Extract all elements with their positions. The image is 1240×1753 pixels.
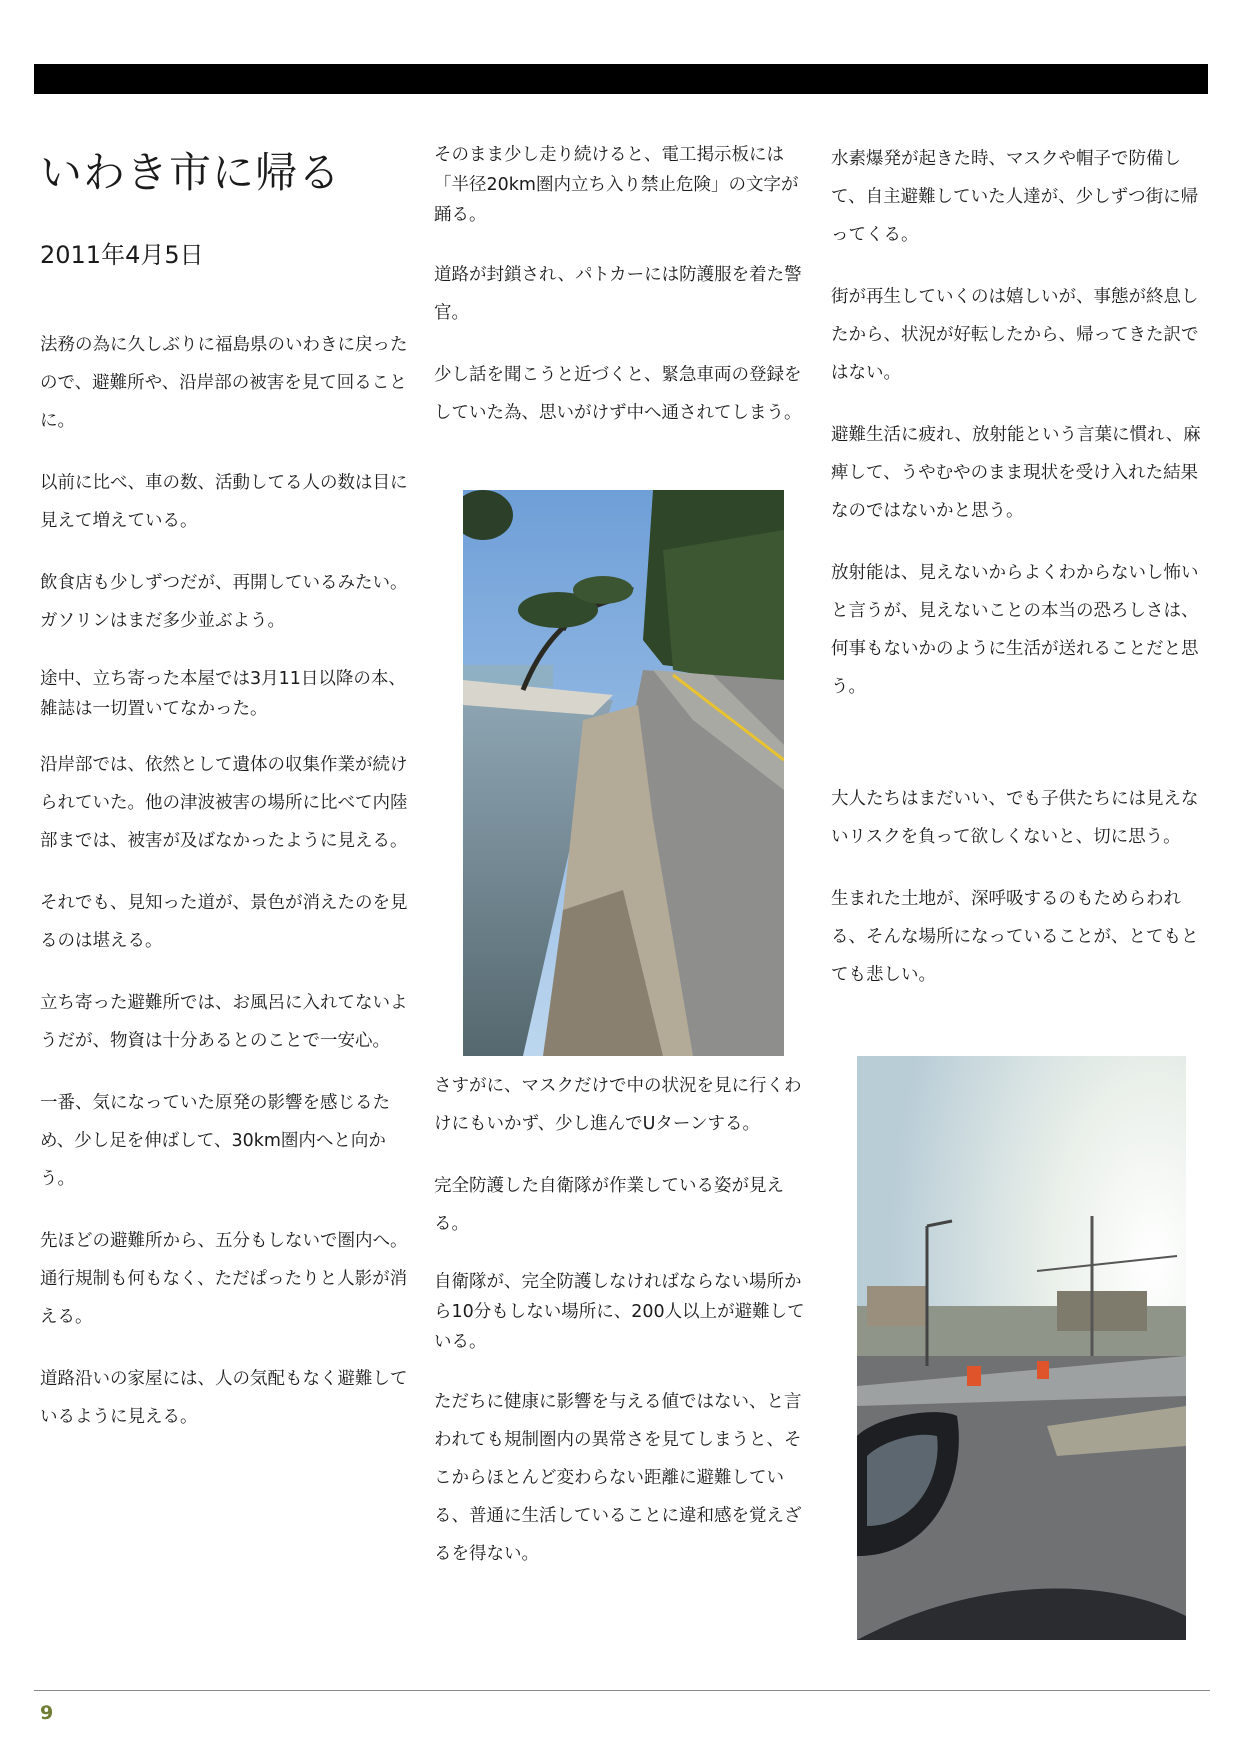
deserted-intersection-photo <box>857 1056 1186 1640</box>
paragraph: 途中、立ち寄った本屋では3月11日以降の本、雑誌は一切置いてなかった。 <box>40 669 406 719</box>
paragraph: 法務の為に久しぶりに福島県のいわきに戻ったので、避難所や、沿岸部の被害を見て回ることに。 <box>40 335 408 431</box>
paragraph: 以前に比べ、車の数、活動してる人の数は目に見えて増えている。 <box>40 473 408 531</box>
paragraph: 沿岸部では、依然として遺体の収集作業が続けられていた。他の津波被害の場所に比べて内陸部までは、被害が及ばなかったように見える。 <box>40 755 408 851</box>
paragraph: 街が再生していくのは嬉しいが、事態が終息したから、状況が好転したから、帰ってきた訳ではない。 <box>831 287 1199 383</box>
paragraph: そのまま少し走り続けると、電工掲示板には「半径20km圏内立ち入り禁止危険」の文字が踊る。 <box>434 145 799 225</box>
damaged-coastal-road-photo <box>463 490 784 1056</box>
paragraph: 先ほどの避難所から、五分もしないで圏内へ。通行規制も何もなく、ただぱったりと人影が消える。 <box>40 1231 408 1327</box>
paragraph: 飲食店も少しずつだが、再開しているみたい。ガソリンはまだ多少並ぶよう。 <box>40 573 408 631</box>
paragraph: 少し話を聞こうと近づくと、緊急車両の登録をしていた為、思いがけず中へ通されてしまう。 <box>434 365 802 423</box>
column-right-bottom <box>831 780 1211 1018</box>
paragraph: 道路沿いの家屋には、人の気配もなく避難しているように見える。 <box>40 1369 408 1427</box>
paragraph: 大人たちはまだいい、でも子供たちには見えないリスクを負って欲しくないと、切に思う。 <box>831 789 1199 847</box>
paragraph: それでも、見知った道が、景色が消えたのを見るのは堪える。 <box>40 893 408 951</box>
paragraph: 立ち寄った避難所では、お風呂に入れてないようだが、物資は十分あるとのことで一安心。 <box>40 993 408 1051</box>
paragraph: ただちに健康に影響を与える値ではない、と言われても規制圏内の異常さを見てしまうと、そこからほとんど変わらない距離に避難している、普通に生活していることに違和感を覚えざるを得ない。 <box>434 1392 802 1564</box>
paragraph: さすがに、マスクだけで中の状況を見に行くわけにもいかず、少し進んでUターンする。 <box>434 1076 802 1134</box>
paragraph: 一番、気になっていた原発の影響を感じるため、少し足を伸ばして、30km圏内へと向かう。 <box>40 1093 390 1189</box>
article-date: 2011年4月5日 <box>40 241 204 269</box>
paragraph: 避難生活に疲れ、放射能という言葉に慣れ、麻痺して、うやむやのまま現状を受け入れた結果なのではないかと思う。 <box>831 425 1201 521</box>
footer-rule <box>34 1690 1210 1691</box>
column-middle-top <box>434 140 814 456</box>
paragraph: 水素爆発が起きた時、マスクや帽子で防備して、自主避難していた人達が、少しずつ街に帰ってくる。 <box>831 149 1199 245</box>
header-bar <box>34 64 1208 94</box>
paragraph: 生まれた土地が、深呼吸するのもためらわれる、そんな場所になっていることが、とてもとても悲しい。 <box>831 889 1199 985</box>
page-number: 9 <box>40 1702 54 1724</box>
paragraph: 自衛隊が、完全防護しなければならない場所から10分もしない場所に、200人以上が避難している。 <box>434 1272 805 1352</box>
paragraph: 放射能は、見えないからよくわからないし怖いと言うが、見えないことの本当の恐ろしさは、何事もないかのように生活が送れることだと思う。 <box>831 563 1199 697</box>
column-right-top <box>831 140 1211 730</box>
column-left <box>40 326 420 1460</box>
article-title: いわき市に帰る <box>40 148 342 197</box>
paragraph: 道路が封鎖され、パトカーには防護服を着た警官。 <box>434 265 802 323</box>
column-middle-bottom <box>434 1067 814 1597</box>
paragraph: 完全防護した自衛隊が作業している姿が見える。 <box>434 1176 784 1234</box>
